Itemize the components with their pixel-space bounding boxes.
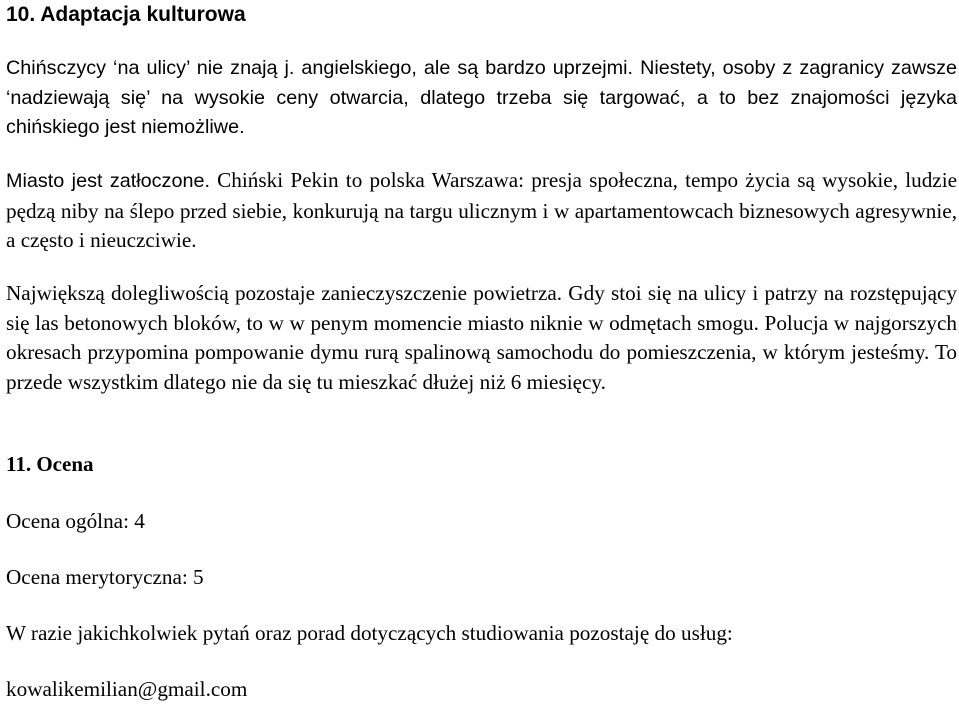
substantive-rating: Ocena merytoryczna: 5 — [6, 565, 204, 589]
paragraph-air-pollution: Największą dolegliwością pozostaje zanieczyszczenie powietrza. Gdy stoi się na ulicy i patrzy na rozstępujący się las betonowych bloków, to w w penym momencie miasto niknie w odmętach smogu. Polucja w najgorszych okresach przypomina pompowanie dymu rurą spalinową samochodu do pomieszczenia, w którym jesteśmy. To przede wszystkim dlatego nie da się tu mieszkać dłużej niż 6 miesięcy. — [6, 281, 957, 394]
section-11-heading: 11. Ocena — [6, 452, 94, 476]
contact-email: kowalikemilian@gmail.com — [6, 677, 248, 701]
paragraph-crowded-city — [6, 166, 957, 256]
section-10-heading: 10. Adaptacja kulturowa — [6, 3, 246, 26]
paragraph-crowded-city-body: Chiński Pekin to polska Warszawa: presja społeczna, tempo życia są wysokie, ludzie pędzą niby na ślepo przed siebie, konkurują na targu ulicznym i w apartamentowcach biznesowych agresywnie, a często i nieuczciwie. — [6, 168, 957, 252]
contact-note: W razie jakichkolwiek pytań oraz porad dotyczących studiowania pozostaję do usług: — [6, 621, 733, 645]
overall-rating: Ocena ogólna: 4 — [6, 509, 145, 533]
paragraph-language: Chińsczycy ‘na ulicy’ nie znają j. angielskiego, ale są bardzo uprzejmi. Niestety, osoby z zagranicy zawsze ‘nadziewają się’ na wysokie ceny otwarcia, dlatego trzeba się targować, a to bez znajomości języka chińskiego jest niemożliwe. — [6, 57, 957, 138]
paragraph-crowded-city-lead: Miasto jest zatłoczone. — [6, 170, 210, 192]
